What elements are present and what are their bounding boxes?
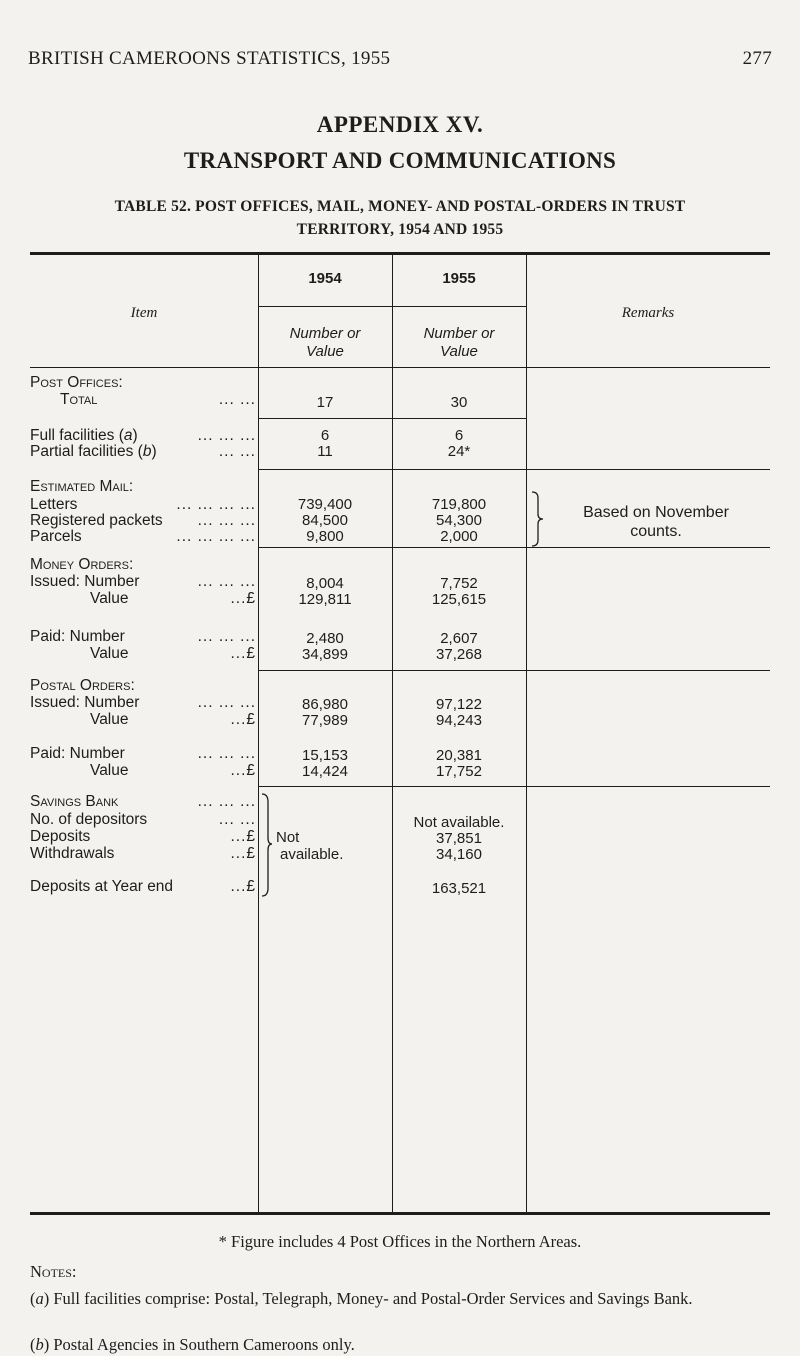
- row-label-text: Registered packets: [30, 512, 163, 529]
- row-label-partial-facilities: [30, 443, 260, 461]
- table-top-rule: [30, 252, 770, 255]
- remark-mail: [546, 503, 766, 541]
- row-label-deposits-year-end: [30, 878, 260, 896]
- not-available-line: available.: [280, 846, 344, 863]
- row-label-text: Issued: Number: [30, 573, 140, 590]
- appendix-title: APPENDIX XV.: [316, 112, 484, 137]
- cell-total-1955: 30: [450, 394, 468, 411]
- dot-leader-pound: ...£: [230, 845, 256, 862]
- cell-mo-paid-number-1954: 2,480: [306, 630, 344, 647]
- dot-leader-pound: ...£: [230, 711, 256, 728]
- note-b-marker: (b): [30, 1335, 50, 1354]
- cell-po-issued-number-1955: 97,122: [436, 696, 482, 713]
- postal-orders-section-rule: [258, 670, 770, 671]
- cell-letters-1954: 739,400: [297, 496, 353, 513]
- header-sub-line: Number or: [289, 325, 361, 342]
- note-b-text: Postal Agencies in Southern Cameroons only.: [53, 1335, 355, 1354]
- remark-line: Based on November: [583, 504, 729, 521]
- note-b: [30, 1334, 770, 1356]
- cell-po-paid-value-1954: 14,424: [302, 763, 348, 780]
- cell-depositors-1955: Not available.: [413, 814, 505, 831]
- header-sub-line: Value: [440, 343, 478, 360]
- cell-po-paid-number-1954: 15,153: [302, 747, 348, 764]
- row-label-deposits: [30, 828, 260, 846]
- section-title-postal-orders: Postal Orders:: [30, 677, 135, 694]
- table-footnote: * Figure includes 4 Post Offices in the Northern Areas.: [218, 1232, 582, 1251]
- dot-leader: ... ... ...: [197, 793, 256, 810]
- header-year-1954: 1954: [308, 270, 342, 287]
- row-label-text: Letters: [30, 496, 78, 513]
- not-available-line: Not: [276, 829, 300, 846]
- cell-po-paid-number-1955: 20,381: [436, 747, 482, 764]
- cell-po-issued-value-1954: 77,989: [302, 712, 348, 729]
- row-label-po-issued-value: [30, 711, 260, 729]
- column-rule-3: [526, 255, 527, 1212]
- dot-leader-pound: ...£: [230, 828, 256, 845]
- row-label-depositors: [30, 811, 260, 829]
- row-label-withdrawals: [30, 845, 260, 863]
- row-label-parcels: [30, 528, 260, 546]
- cell-po-issued-number-1954: 86,980: [302, 696, 348, 713]
- cell-partial-1955: 24*: [447, 443, 471, 460]
- dot-leader-pound: ...£: [230, 762, 256, 779]
- cell-full-1954: 6: [320, 427, 330, 444]
- row-label-mo-paid-number: [30, 628, 260, 646]
- row-label-text: Full facilities (a): [30, 427, 138, 444]
- note-a-text: Full facilities comprise: Postal, Telegraph, Money- and Postal-Order Services and Savings Bank.: [53, 1289, 693, 1308]
- page-number: 277: [742, 48, 772, 69]
- dot-leader: ... ... ...: [197, 427, 256, 444]
- row-label-text: No. of depositors: [30, 811, 148, 828]
- row-label-text: Paid: Number: [30, 745, 125, 762]
- dot-leader: ... ...: [218, 443, 256, 460]
- cell-po-paid-value-1955: 17,752: [436, 763, 482, 780]
- cell-mo-paid-value-1954: 34,899: [302, 646, 348, 663]
- section-title-post-offices: Post Offices:: [30, 374, 123, 391]
- cell-parcels-1954: 9,800: [306, 528, 344, 545]
- header-item: Item: [130, 305, 158, 321]
- table-title-line-1: TABLE 52. POST OFFICES, MAIL, MONEY- AND POSTAL-ORDERS IN TRUST: [114, 198, 686, 215]
- section-title-money-orders: Money Orders:: [30, 556, 134, 573]
- header-bottom-rule: [30, 367, 770, 368]
- header-number-or-value-1955: [392, 325, 526, 361]
- notes-heading: Notes:: [30, 1262, 77, 1281]
- money-orders-section-rule: [258, 547, 770, 548]
- header-year-1955: 1955: [442, 270, 476, 287]
- row-label-mo-issued-value: [30, 590, 260, 608]
- row-label-text: Value: [90, 762, 129, 779]
- row-label-mo-paid-value: [30, 645, 260, 663]
- running-head-title: BRITISH CAMEROONS STATISTICS, 1955: [28, 48, 391, 69]
- dot-leader-pound: ...£: [230, 878, 256, 895]
- row-label-po-paid-number: [30, 745, 260, 763]
- table-bottom-rule: [30, 1212, 770, 1215]
- cell-mo-issued-value-1954: 129,811: [298, 591, 352, 608]
- dot-leader: ... ... ... ...: [176, 528, 256, 545]
- cell-partial-1954: 11: [317, 443, 333, 460]
- cell-mo-issued-number-1955: 7,752: [440, 575, 478, 592]
- cell-registered-1955: 54,300: [436, 512, 482, 529]
- remark-line: counts.: [630, 523, 682, 540]
- row-label-text: Paid: Number: [30, 628, 125, 645]
- section-title-savings-bank: Savings Bank: [30, 793, 119, 810]
- note-a: [30, 1288, 770, 1310]
- dot-leader: ... ... ...: [197, 745, 256, 762]
- row-label-text: Deposits: [30, 828, 91, 845]
- row-label-text: Value: [90, 711, 129, 728]
- row-label-text: Issued: Number: [30, 694, 140, 711]
- row-label-text: Deposits at Year end: [30, 878, 174, 895]
- cell-total-1954: 17: [316, 394, 334, 411]
- cell-mo-paid-number-1955: 2,607: [440, 630, 478, 647]
- dot-leader: ... ... ...: [197, 512, 256, 529]
- note-a-marker: (a): [30, 1289, 50, 1308]
- dot-leader-pound: ...£: [230, 645, 256, 662]
- table-title: [30, 195, 770, 241]
- cell-po-issued-value-1955: 94,243: [436, 712, 482, 729]
- row-label-po-issued-number: [30, 694, 260, 712]
- row-label-savings-bank: [30, 793, 260, 811]
- row-label-mo-issued-number: [30, 573, 260, 591]
- cell-mo-paid-value-1955: 37,268: [436, 646, 482, 663]
- dot-leader: ... ... ... ...: [176, 496, 256, 513]
- row-label-text: Parcels: [30, 528, 82, 545]
- row-label-po-paid-value: [30, 762, 260, 780]
- row-label-text: Value: [90, 645, 129, 662]
- section-title-mail: Estimated Mail:: [30, 478, 134, 495]
- dot-leader: ... ... ...: [197, 694, 256, 711]
- row-label-text: Withdrawals: [30, 845, 115, 862]
- dot-leader: ... ...: [218, 811, 256, 828]
- cell-parcels-1955: 2,000: [440, 528, 478, 545]
- dot-leader: ... ... ...: [197, 628, 256, 645]
- mail-section-rule: [258, 469, 770, 470]
- header-number-or-value-1954: [258, 325, 392, 361]
- cell-savings-1954-not-available: [274, 829, 392, 863]
- cell-withdrawals-1955: 34,160: [436, 846, 482, 863]
- cell-mo-issued-number-1954: 8,004: [306, 575, 344, 592]
- cell-deposits-year-end-1955: 163,521: [431, 880, 487, 897]
- cell-deposits-1955: 37,851: [436, 830, 482, 847]
- cell-letters-1955: 719,800: [431, 496, 487, 513]
- savings-section-rule: [258, 786, 770, 787]
- row-label-total: [30, 391, 260, 409]
- table-title-line-2: TERRITORY, 1954 AND 1955: [296, 221, 504, 238]
- section-title: TRANSPORT AND COMMUNICATIONS: [183, 148, 617, 173]
- header-remarks: Remarks: [621, 305, 675, 321]
- row-label-text: Total: [60, 391, 98, 408]
- cell-registered-1954: 84,500: [302, 512, 348, 529]
- dot-leader-pound: ...£: [230, 590, 256, 607]
- row-label-text: Partial facilities (b): [30, 443, 157, 460]
- right-brace-icon: [260, 792, 274, 900]
- dot-leader: ... ...: [218, 391, 256, 408]
- cell-full-1955: 6: [454, 427, 464, 444]
- dot-leader: ... ... ...: [197, 573, 256, 590]
- header-sub-line: Value: [306, 343, 344, 360]
- header-sub-line: Number or: [423, 325, 495, 342]
- cell-mo-issued-value-1955: 125,615: [431, 591, 487, 608]
- row-label-text: Value: [90, 590, 129, 607]
